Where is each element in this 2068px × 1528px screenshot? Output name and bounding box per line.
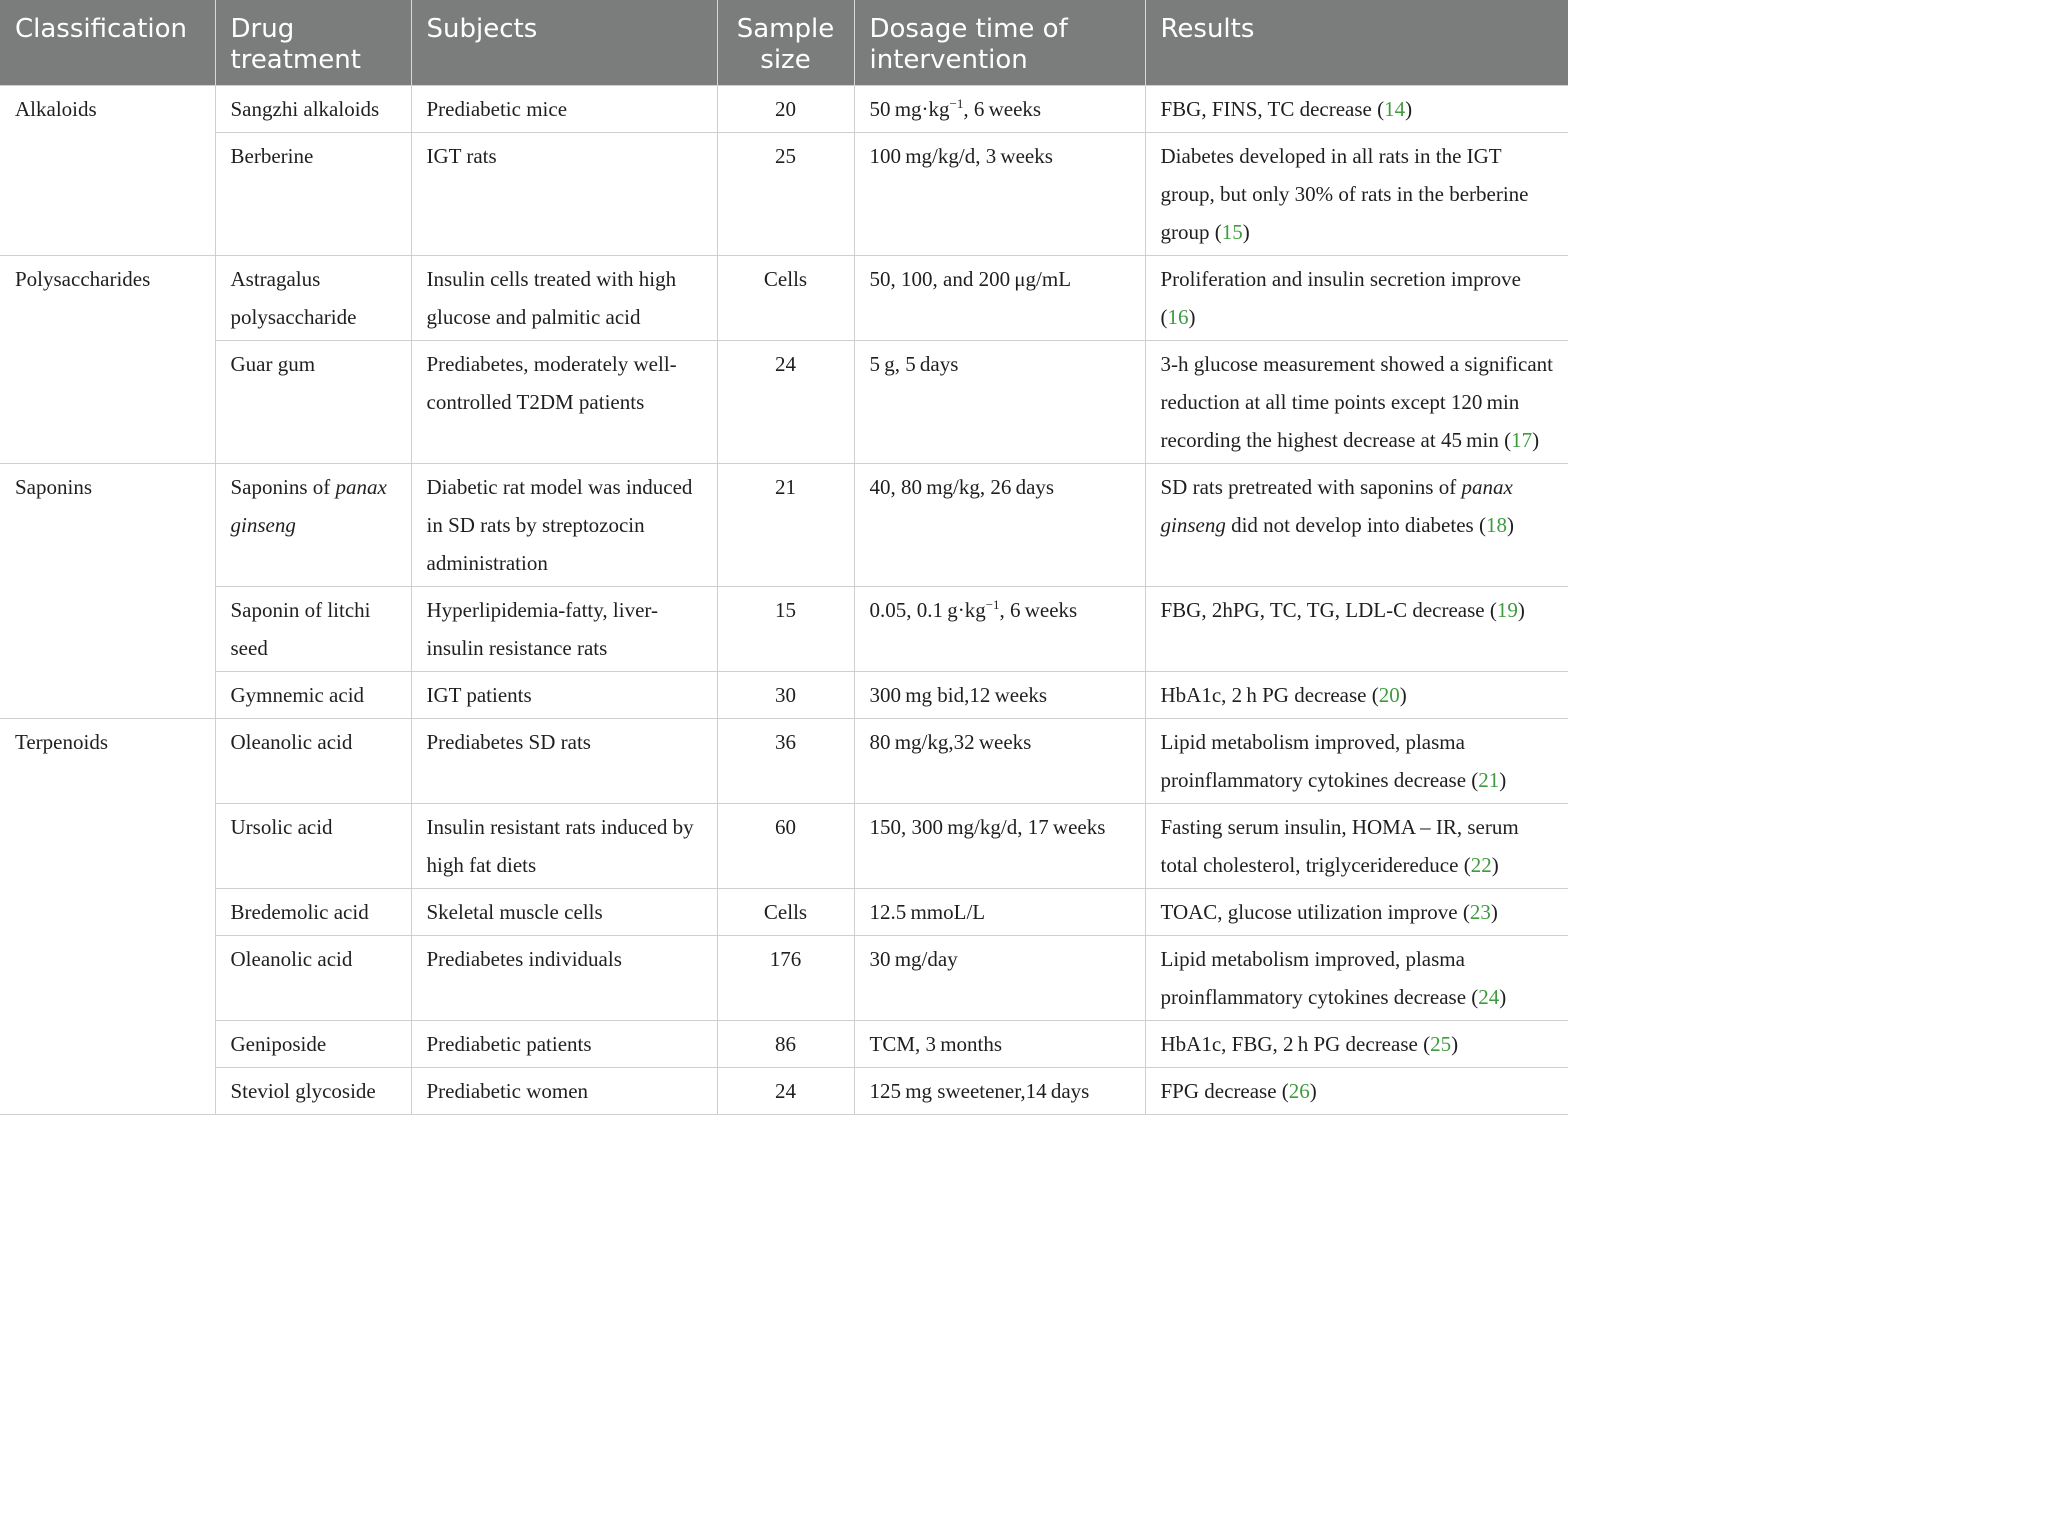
drug-cell: Sangzhi alkaloids (215, 86, 411, 133)
subjects-cell: IGT rats (411, 133, 717, 256)
subjects-cell: Prediabetes individuals (411, 936, 717, 1021)
sample-cell: 25 (717, 133, 854, 256)
header-results: Results (1145, 0, 1568, 86)
drug-cell: Berberine (215, 133, 411, 256)
reference-link[interactable]: 18 (1485, 513, 1507, 537)
results-cell: FPG decrease (26) (1145, 1068, 1568, 1115)
classification-cell: Saponins (0, 464, 215, 719)
sample-cell: Cells (717, 889, 854, 936)
drug-cell: Saponin of litchi seed (215, 587, 411, 672)
results-cell: HbA1c, FBG, 2 h PG decrease (25) (1145, 1021, 1568, 1068)
table-row (0, 133, 1568, 256)
results-cell: HbA1c, 2 h PG decrease (20) (1145, 672, 1568, 719)
header-classification: Classification (0, 0, 215, 86)
subjects-cell: Insulin resistant rats induced by high fat diets (411, 804, 717, 889)
subjects-cell: Insulin cells treated with high glucose and palmitic acid (411, 256, 717, 341)
subjects-cell: IGT patients (411, 672, 717, 719)
results-cell: FBG, FINS, TC decrease (14) (1145, 86, 1568, 133)
sample-cell: 36 (717, 719, 854, 804)
dosage-cell: 0.05, 0.1 $g\cdot kg^{-1}$, 6 weeks (854, 587, 1145, 672)
drug-cell: Ursolic acid (215, 804, 411, 889)
reference-link[interactable]: 22 (1470, 853, 1492, 877)
reference-link[interactable]: 15 (1221, 220, 1243, 244)
subjects-cell: Skeletal muscle cells (411, 889, 717, 936)
drug-cell: Saponins of panax ginseng (215, 464, 411, 587)
subjects-cell: Prediabetes SD rats (411, 719, 717, 804)
dosage-cell: 300 mg bid,12 weeks (854, 672, 1145, 719)
sample-cell: 86 (717, 1021, 854, 1068)
header-subjects: Subjects (411, 0, 717, 86)
reference-link[interactable]: 23 (1469, 900, 1491, 924)
dosage-cell: 30 mg/day (854, 936, 1145, 1021)
subjects-cell: Hyperlipidemia-fatty, liver-insulin resistance rats (411, 587, 717, 672)
classification-cell: Alkaloids (0, 86, 215, 256)
header-sample-size: Sample size (717, 0, 854, 86)
table-row (0, 804, 1568, 889)
header-row (0, 0, 1568, 86)
table-header (0, 0, 1568, 86)
results-cell: Proliferation and insulin secretion improve (16) (1145, 256, 1568, 341)
table-row (0, 464, 1568, 587)
dosage-cell: 50, 100, and 200 μg/mL (854, 256, 1145, 341)
subjects-cell: Diabetic rat model was induced in SD rats by streptozocin administration (411, 464, 717, 587)
header-dosage-time: Dosage time of intervention (854, 0, 1145, 86)
results-cell: 3-h glucose measurement showed a significant reduction at all time points except 120 min recording the highest decrease at 45 min (17) (1145, 341, 1568, 464)
table-row (0, 1068, 1568, 1115)
subjects-cell: Prediabetic mice (411, 86, 717, 133)
results-cell: SD rats pretreated with saponins of panax ginseng did not develop into diabetes (18) (1145, 464, 1568, 587)
dosage-cell: 100 mg/kg/d, 3 weeks (854, 133, 1145, 256)
dosage-cell: 12.5 mmoL/L (854, 889, 1145, 936)
reference-link[interactable]: 16 (1167, 305, 1189, 329)
dosage-cell: 80 mg/kg,32 weeks (854, 719, 1145, 804)
reference-link[interactable]: 26 (1288, 1079, 1310, 1103)
drug-cell: Steviol glycoside (215, 1068, 411, 1115)
sample-cell: Cells (717, 256, 854, 341)
results-cell: Fasting serum insulin, HOMA – IR, serum total cholesterol, triglyceridereduce (22) (1145, 804, 1568, 889)
drug-cell: Geniposide (215, 1021, 411, 1068)
subjects-cell: Prediabetes, moderately well-controlled T2DM patients (411, 341, 717, 464)
drug-cell: Guar gum (215, 341, 411, 464)
table-row (0, 341, 1568, 464)
dosage-cell: 150, 300 mg/kg/d, 17 weeks (854, 804, 1145, 889)
reference-link[interactable]: 17 (1511, 428, 1533, 452)
results-cell: Lipid metabolism improved, plasma proinflammatory cytokines decrease (21) (1145, 719, 1568, 804)
sample-cell: 15 (717, 587, 854, 672)
sample-cell: 20 (717, 86, 854, 133)
table-row (0, 672, 1568, 719)
subjects-cell: Prediabetic patients (411, 1021, 717, 1068)
drug-cell: Astragalus polysaccharide (215, 256, 411, 341)
reference-link[interactable]: 25 (1430, 1032, 1452, 1056)
reference-link[interactable]: 19 (1496, 598, 1518, 622)
dosage-cell: 125 mg sweetener,14 days (854, 1068, 1145, 1115)
reference-link[interactable]: 14 (1384, 97, 1406, 121)
classification-cell: Terpenoids (0, 719, 215, 1115)
reference-link[interactable]: 20 (1378, 683, 1400, 707)
table-body (0, 86, 1568, 1115)
table-row (0, 719, 1568, 804)
dosage-cell: 50 $mg\cdot kg^{-1}$, 6 weeks (854, 86, 1145, 133)
sample-cell: 176 (717, 936, 854, 1021)
drug-cell: Bredemolic acid (215, 889, 411, 936)
sample-cell: 24 (717, 1068, 854, 1115)
dosage-cell: TCM, 3 months (854, 1021, 1145, 1068)
sample-cell: 21 (717, 464, 854, 587)
table-row (0, 86, 1568, 133)
sample-cell: 24 (717, 341, 854, 464)
reference-link[interactable]: 21 (1478, 768, 1500, 792)
drug-cell: Oleanolic acid (215, 936, 411, 1021)
sample-cell: 60 (717, 804, 854, 889)
header-drug-treatment: Drug treatment (215, 0, 411, 86)
dosage-cell: 40, 80 mg/kg, 26 days (854, 464, 1145, 587)
table-row (0, 936, 1568, 1021)
table-row (0, 1021, 1568, 1068)
drug-cell: Oleanolic acid (215, 719, 411, 804)
table-row (0, 256, 1568, 341)
results-cell: Diabetes developed in all rats in the IGT group, but only 30% of rats in the berberine group (15) (1145, 133, 1568, 256)
classification-cell: Polysaccharides (0, 256, 215, 464)
reference-link[interactable]: 24 (1478, 985, 1500, 1009)
table-row (0, 587, 1568, 672)
subjects-cell: Prediabetic women (411, 1068, 717, 1115)
drug-cell: Gymnemic acid (215, 672, 411, 719)
results-cell: FBG, 2hPG, TC, TG, LDL-C decrease (19) (1145, 587, 1568, 672)
results-cell: Lipid metabolism improved, plasma proinflammatory cytokines decrease (24) (1145, 936, 1568, 1021)
results-cell: TOAC, glucose utilization improve (23) (1145, 889, 1568, 936)
sample-cell: 30 (717, 672, 854, 719)
table-row (0, 889, 1568, 936)
dosage-cell: 5 g, 5 days (854, 341, 1145, 464)
